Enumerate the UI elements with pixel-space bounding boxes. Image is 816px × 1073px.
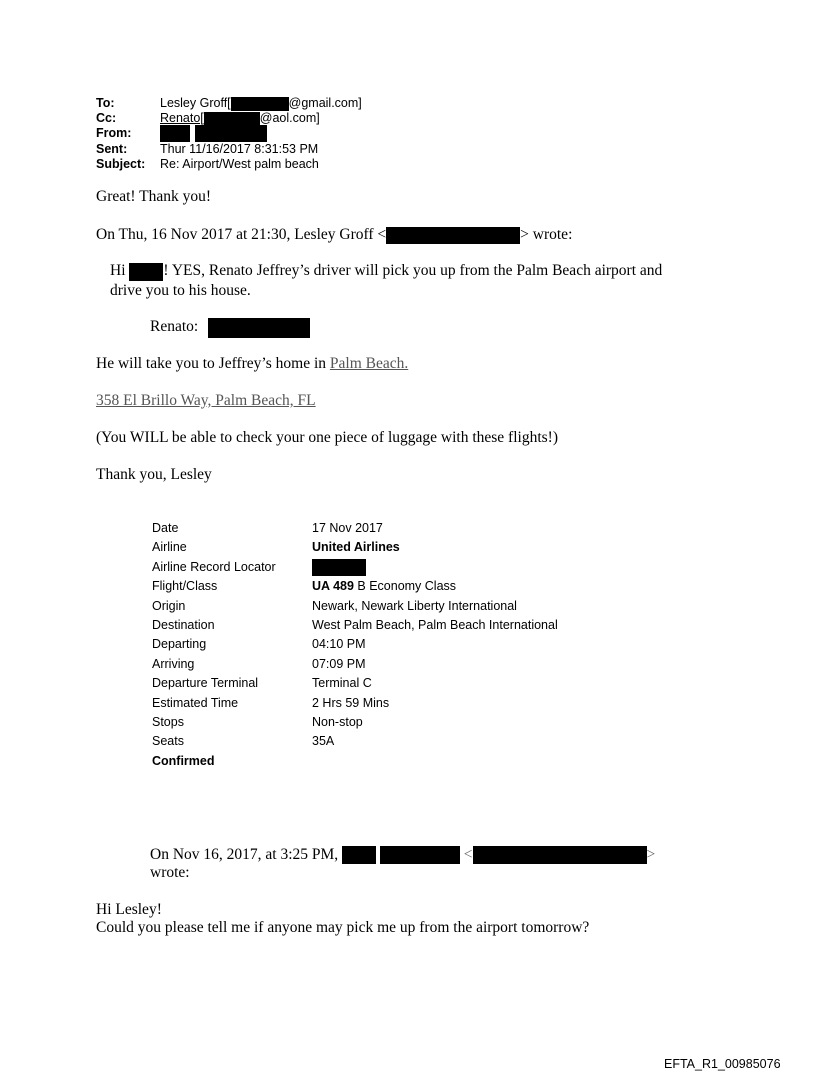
subject-label: Subject: <box>96 157 146 171</box>
flight-field-value: 17 Nov 2017 <box>312 521 383 535</box>
flight-field-value: 04:10 PM <box>312 637 366 652</box>
redaction-box <box>204 112 260 126</box>
flight-field-value: Terminal C <box>312 676 372 691</box>
flight-field-label: Origin <box>152 598 186 613</box>
flight-field-value: United Airlines <box>312 540 400 555</box>
flight-row <box>152 734 335 753</box>
flight-row <box>152 695 390 715</box>
redaction-box <box>231 97 289 111</box>
flight-row <box>152 540 400 559</box>
flight-row <box>152 521 383 540</box>
flight-field-value: 35A <box>312 734 335 749</box>
flight-field-value: Non-stop <box>312 714 363 729</box>
document-id: EFTA_R1_00985076 <box>664 1057 781 1071</box>
flight-field-label: Departure Terminal <box>152 676 259 691</box>
flight-row <box>152 676 372 695</box>
quote-intro-pre: On Thu, 16 Nov 2017 at 21:30, Lesley Groff < <box>96 226 387 243</box>
flight-field-value: Newark, Newark Liberty International <box>312 598 517 613</box>
to-label: To: <box>96 96 115 110</box>
quote-intro-post: > wrote: <box>520 226 573 243</box>
flight-field-label: Stops <box>152 714 184 729</box>
from-label: From: <box>96 126 132 140</box>
lt-symbol: < <box>463 846 473 863</box>
redaction-box <box>129 263 163 281</box>
quote-intro <box>96 226 572 244</box>
subject-value: Re: Airport/West palm beach <box>160 157 319 171</box>
to-value <box>160 97 362 111</box>
yes-line <box>110 262 662 281</box>
earlier-question: Could you please tell me if anyone may pick me up from the airport tomorrow? <box>96 919 590 936</box>
reply-text: Great! Thank you! <box>96 188 212 205</box>
palm-beach-link[interactable]: Palm Beach. <box>329 355 409 372</box>
cc-name: Renato[ <box>160 111 204 125</box>
flight-field-label: Arriving <box>152 656 195 671</box>
sent-label: Sent: <box>96 142 128 156</box>
redaction-box <box>380 846 460 864</box>
yes-text: ! YES, Renato Jeffrey’s driver will pick you up from the Palm Beach airport and <box>163 262 663 279</box>
flight-row <box>152 617 558 637</box>
signoff: Thank you, Lesley <box>96 466 212 483</box>
redaction-box <box>312 559 366 576</box>
take-line <box>96 355 408 373</box>
flight-field-value <box>312 579 456 593</box>
confirmed-status: Confirmed <box>152 753 215 768</box>
flight-row <box>152 579 457 598</box>
cc-value <box>160 112 320 126</box>
flight-field-label: Date <box>152 521 179 535</box>
flight-field-label: Destination <box>152 617 215 632</box>
yes-line-2: drive you to his house. <box>110 282 251 299</box>
redaction-box <box>195 125 267 142</box>
flight-row <box>152 637 366 656</box>
flight-field-value: 07:09 PM <box>312 656 366 671</box>
sent-value: Thur 11/16/2017 8:31:53 PM <box>160 142 319 156</box>
cc-domain: @aol.com] <box>259 111 320 125</box>
luggage-note: (You WILL be able to check your one piece of luggage with these flights!) <box>96 429 558 446</box>
redaction-box <box>208 318 310 338</box>
earlier-wrote: wrote: <box>150 864 190 881</box>
redaction-box <box>386 227 520 244</box>
flight-row <box>152 598 517 618</box>
flight-field-label: Airline <box>152 540 187 555</box>
flight-field-label: Departing <box>152 637 207 652</box>
flight-number: UA 489 <box>312 579 354 594</box>
flight-field-label: Estimated Time <box>152 695 239 710</box>
from-value <box>160 125 267 142</box>
flight-row <box>152 559 276 579</box>
earlier-intro <box>150 846 655 864</box>
gt-symbol: > <box>646 846 656 863</box>
flight-field-label: Airline Record Locator <box>152 559 276 574</box>
flight-field-value <box>312 560 366 576</box>
flight-row <box>152 656 366 676</box>
flight-field-value: 2 Hrs 59 Mins <box>312 695 390 710</box>
flight-details-table <box>152 521 558 773</box>
renato-label: Renato: <box>150 318 199 335</box>
to-name: Lesley Groff[ <box>160 96 231 110</box>
earlier-greeting: Hi Lesley! <box>96 901 162 918</box>
earlier-intro-text: On Nov 16, 2017, at 3:25 PM, <box>150 846 339 863</box>
hi-word: Hi <box>110 262 126 279</box>
address-link[interactable]: 358 El Brillo Way, Palm Beach, FL <box>96 392 316 409</box>
flight-field-value: West Palm Beach, Palm Beach International <box>312 617 558 632</box>
flight-class: B Economy Class <box>353 579 457 594</box>
flight-field-label: Seats <box>152 734 184 749</box>
renato-line <box>150 318 310 338</box>
to-domain: @gmail.com] <box>288 96 362 110</box>
flight-row <box>152 714 363 734</box>
cc-label: Cc: <box>96 111 117 125</box>
flight-field-label: Flight/Class <box>152 579 218 594</box>
redaction-box <box>160 125 190 142</box>
redaction-box <box>342 846 376 864</box>
redaction-box <box>473 846 647 864</box>
take-text: He will take you to Jeffrey’s home in <box>96 355 330 372</box>
